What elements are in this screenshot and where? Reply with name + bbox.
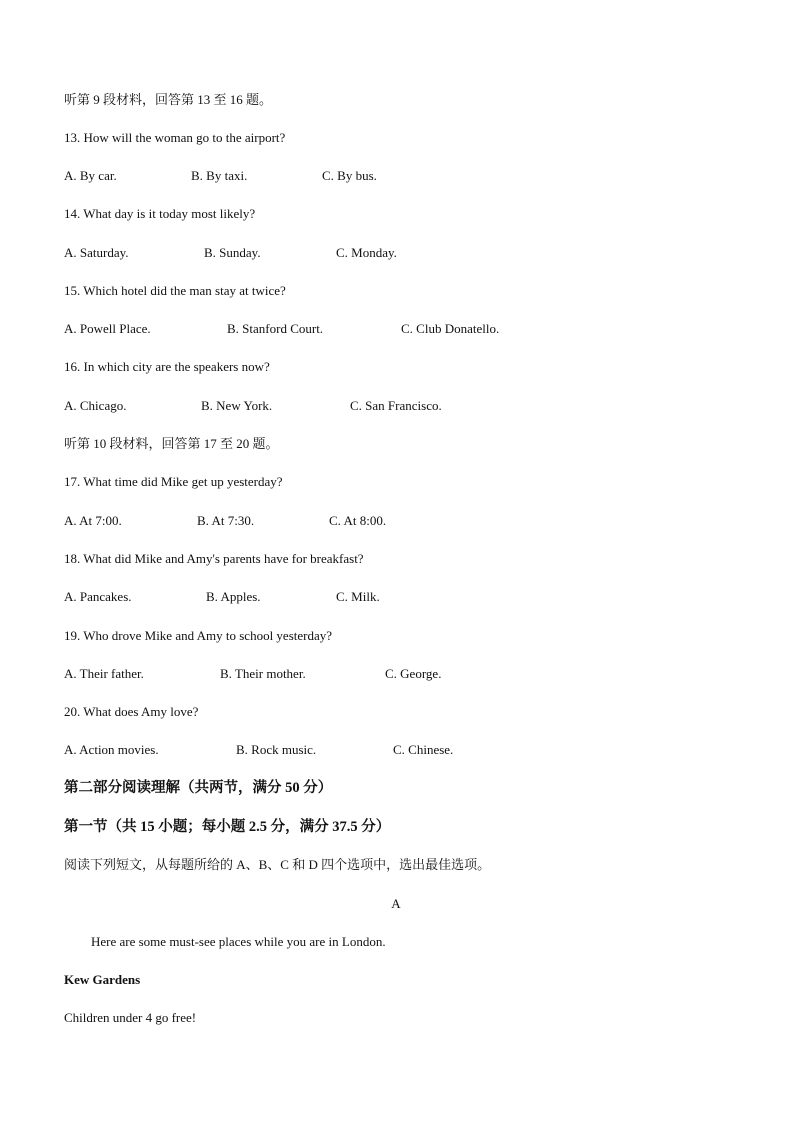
section-instruction: 听第 10 段材料，回答第 17 至 20 题。: [64, 436, 279, 451]
option-a: A. Chicago.: [64, 398, 127, 413]
option-b: B. At 7:30.: [197, 513, 255, 528]
question-stem: 13. How will the woman go to the airport?: [64, 130, 286, 145]
question-stem: 18. What did Mike and Amy's parents have for breakfast?: [64, 551, 364, 566]
option-c: C. By bus.: [322, 168, 377, 183]
option-b: B. Stanford Court.: [227, 321, 324, 336]
option-b: B. Sunday.: [204, 245, 261, 260]
passage-heading: Kew Gardens: [64, 972, 141, 987]
section-instruction: 听第 9 段材料，回答第 13 至 16 题。: [64, 92, 273, 107]
question-stem: 16. In which city are the speakers now?: [64, 359, 270, 374]
option-c: C. At 8:00.: [329, 513, 387, 528]
option-b: B. New York.: [201, 398, 273, 413]
option-a: A. Saturday.: [64, 245, 129, 260]
passage-label: A: [391, 896, 401, 911]
option-c: C. Chinese.: [393, 742, 454, 757]
option-c: C. San Francisco.: [350, 398, 442, 413]
option-a: A. By car.: [64, 168, 117, 183]
option-a: A. Action movies.: [64, 742, 159, 757]
option-a: A. Powell Place.: [64, 321, 151, 336]
option-c: C. Monday.: [336, 245, 397, 260]
option-b: B. Rock music.: [236, 742, 317, 757]
option-a: A. Their father.: [64, 666, 144, 681]
reading-instruction: 阅读下列短文，从每题所给的 A、B、C 和 D 四个选项中，选出最佳选项。: [64, 857, 491, 872]
option-a: A. Pancakes.: [64, 589, 132, 604]
passage-intro: Here are some must-see places while you are in London.: [91, 934, 386, 949]
option-b: B. By taxi.: [191, 168, 248, 183]
option-b: B. Their mother.: [220, 666, 306, 681]
question-stem: 15. Which hotel did the man stay at twice?: [64, 283, 286, 298]
option-c: C. Club Donatello.: [401, 321, 500, 336]
question-stem: 19. Who drove Mike and Amy to school yesterday?: [64, 628, 333, 643]
option-b: B. Apples.: [206, 589, 261, 604]
option-c: C. George.: [385, 666, 442, 681]
section-title: 第一节（共 15 小题；每小题 2.5 分，满分 37.5 分）: [64, 819, 391, 835]
question-stem: 20. What does Amy love?: [64, 704, 199, 719]
option-c: C. Milk.: [336, 589, 380, 604]
option-a: A. At 7:00.: [64, 513, 122, 528]
question-stem: 14. What day is it today most likely?: [64, 206, 256, 221]
part-title: 第二部分阅读理解（共两节，满分 50 分）: [64, 780, 333, 796]
question-stem: 17. What time did Mike get up yesterday?: [64, 474, 283, 489]
passage-text: Children under 4 go free!: [64, 1010, 197, 1025]
